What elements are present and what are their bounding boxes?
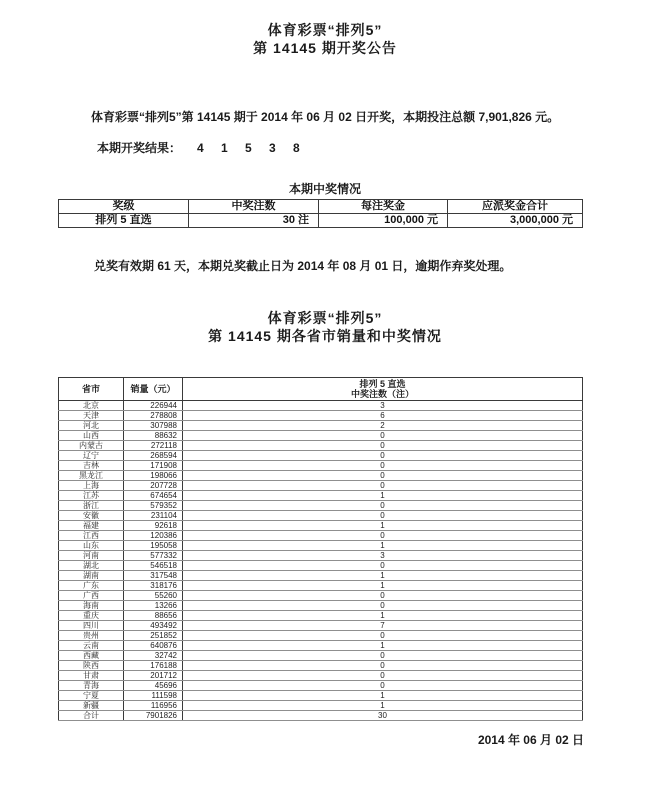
province-row-cell: 福建 [59,521,124,531]
province-row-cell: 171908 [124,461,183,471]
province-row-cell: 278808 [124,411,183,421]
province-row-cell: 浙江 [59,501,124,511]
province-row-cell: 河南 [59,551,124,561]
draw-result-line [97,141,650,155]
province-row-cell: 0 [183,631,583,641]
province-row-cell: 318176 [124,581,183,591]
province-row-cell: 江苏 [59,491,124,501]
province-row-cell: 0 [183,681,583,691]
province-row [59,681,583,691]
province-row-cell: 宁夏 [59,691,124,701]
prize-col-count-header: 中奖注数 [189,200,319,214]
province-row-cell: 120386 [124,531,183,541]
total-row-cell: 30 [183,711,583,721]
draw-summary-text: 体育彩票“排列5”第 14145 期于 2014 年 06 月 02 日开奖，本期投注总额 7,901,826 元。 [91,110,560,124]
province-row-cell: 陕西 [59,661,124,671]
province-row-cell: 88632 [124,431,183,441]
province-row-cell: 577332 [124,551,183,561]
province-row-cell: 116956 [124,701,183,711]
prize-row-cell: 100,000 元 [319,214,448,228]
province-row [59,631,583,641]
province-row-cell: 1 [183,491,583,501]
province-row-cell: 新疆 [59,701,124,711]
province-row [59,551,583,561]
province-row-cell: 西藏 [59,651,124,661]
province-row-cell: 0 [183,651,583,661]
province-row-cell: 579352 [124,501,183,511]
province-row-cell: 重庆 [59,611,124,621]
wins-col-header-line2: 中奖注数（注） [350,389,414,399]
document-title-line2: 第 14145 期开奖公告 [253,40,397,56]
redeem-note: 兑奖有效期 61 天，本期兑奖截止日为 2014 年 08 月 01 日，逾期作弃奖处理。 [94,259,512,273]
province-row [59,491,583,501]
province-row-cell: 1 [183,611,583,621]
province-row-cell: 88656 [124,611,183,621]
province-row [59,641,583,651]
province-row-cell: 6 [183,411,583,421]
province-row [59,561,583,571]
province-row [59,671,583,681]
province-row [59,571,583,581]
province-row [59,421,583,431]
province-section-title-line2: 第 14145 期各省市销量和中奖情况 [208,328,442,344]
province-row-cell: 辽宁 [59,451,124,461]
province-row-cell: 13266 [124,601,183,611]
prize-row-cell: 30 注 [189,214,319,228]
province-row [59,411,583,421]
province-row-cell: 安徽 [59,511,124,521]
province-row-cell: 268594 [124,451,183,461]
province-row-cell: 广东 [59,581,124,591]
province-row-cell: 92618 [124,521,183,531]
province-row-cell: 3 [183,401,583,411]
province-row-cell: 吉林 [59,461,124,471]
province-row-cell: 226944 [124,401,183,411]
province-row-cell: 0 [183,461,583,471]
province-row [59,591,583,601]
province-row-cell: 2 [183,421,583,431]
province-row-cell: 195058 [124,541,183,551]
province-row-cell: 天津 [59,411,124,421]
province-row-cell: 山东 [59,541,124,551]
province-row-cell: 1 [183,581,583,591]
province-row-cell: 0 [183,471,583,481]
province-row-cell: 207728 [124,481,183,491]
province-row-cell: 546518 [124,561,183,571]
province-row-cell: 河北 [59,421,124,431]
province-row-cell: 251852 [124,631,183,641]
province-row-cell: 0 [183,531,583,541]
province-section-title-line1: 体育彩票“排列5” [267,310,383,326]
province-row-cell: 云南 [59,641,124,651]
province-table-body [59,401,583,721]
province-row-cell: 198066 [124,471,183,481]
province-row-cell: 四川 [59,621,124,631]
province-row [59,451,583,461]
province-row [59,481,583,491]
province-row [59,701,583,711]
province-sales-table [58,377,583,721]
province-row-cell: 201712 [124,671,183,681]
province-row-cell: 45696 [124,681,183,691]
province-row-cell: 0 [183,671,583,681]
province-row-cell: 0 [183,481,583,491]
prize-row-cell: 排列 5 直选 [59,214,189,228]
province-row [59,401,583,411]
prize-table [58,199,583,228]
province-row-cell: 广西 [59,591,124,601]
province-row-cell: 176188 [124,661,183,671]
province-row-cell: 湖北 [59,561,124,571]
sales-col-header: 销量（元） [124,378,183,401]
prize-col-amount-header: 每注奖金 [319,200,448,214]
province-row-cell: 内蒙古 [59,441,124,451]
province-row [59,441,583,451]
province-row [59,651,583,661]
province-row [59,601,583,611]
province-row-cell: 3 [183,551,583,561]
province-row-cell: 1 [183,571,583,581]
province-row [59,521,583,531]
province-row-cell: 32742 [124,651,183,661]
prize-table-header-row [59,200,583,214]
wins-col-header-line1: 排列 5 直选 [359,379,406,389]
province-row-cell: 674654 [124,491,183,501]
province-row-cell: 307988 [124,421,183,431]
province-row-cell: 0 [183,661,583,671]
province-row-cell: 493492 [124,621,183,631]
province-row-cell: 江西 [59,531,124,541]
province-row-cell: 贵州 [59,631,124,641]
province-row-cell: 山西 [59,431,124,441]
winning-numbers: 4 1 5 3 8 [197,141,307,155]
province-col-header: 省市 [59,378,124,401]
province-table-header-row [59,378,583,401]
prize-section-title: 本期中奖情况 [288,182,361,196]
province-row-cell: 272118 [124,441,183,451]
document-title-line1: 体育彩票“排列5” [267,22,383,38]
province-row-cell: 0 [183,561,583,571]
province-row-cell: 1 [183,521,583,531]
total-row-cell: 合计 [59,711,124,721]
province-row [59,531,583,541]
province-row-cell: 0 [183,501,583,511]
province-row-cell: 1 [183,641,583,651]
province-row-cell: 1 [183,541,583,551]
draw-result-label: 本期开奖结果： [97,141,182,155]
province-row [59,471,583,481]
province-row-cell: 上海 [59,481,124,491]
province-row-cell: 0 [183,451,583,461]
province-row-cell: 0 [183,511,583,521]
province-row-cell: 0 [183,601,583,611]
province-row [59,611,583,621]
province-row [59,541,583,551]
province-row [59,661,583,671]
province-row [59,431,583,441]
province-row-cell: 青海 [59,681,124,691]
document-date: 2014 年 06 月 02 日 [477,733,584,747]
wins-col-header [183,378,583,401]
province-row-cell: 55260 [124,591,183,601]
province-row-cell: 黑龙江 [59,471,124,481]
total-row [59,711,583,721]
province-row-cell: 0 [183,431,583,441]
province-row-cell: 0 [183,591,583,601]
province-row-cell: 0 [183,441,583,451]
province-row [59,581,583,591]
prize-col-total-header: 应派奖金合计 [448,200,583,214]
province-row-cell: 231104 [124,511,183,521]
province-row-cell: 640876 [124,641,183,651]
province-row-cell: 北京 [59,401,124,411]
province-row-cell: 海南 [59,601,124,611]
province-row [59,501,583,511]
province-row-cell: 111598 [124,691,183,701]
prize-col-level-header: 奖级 [59,200,189,214]
prize-row [59,214,583,228]
province-row-cell: 317548 [124,571,183,581]
province-row [59,511,583,521]
prize-row-cell: 3,000,000 元 [448,214,583,228]
province-row [59,621,583,631]
province-row-cell: 7 [183,621,583,631]
province-row-cell: 1 [183,691,583,701]
total-row-cell: 7901826 [124,711,183,721]
prize-table-body [59,214,583,228]
province-row [59,691,583,701]
province-row-cell: 甘肃 [59,671,124,681]
province-row-cell: 1 [183,701,583,711]
province-row-cell: 湖南 [59,571,124,581]
province-row [59,461,583,471]
